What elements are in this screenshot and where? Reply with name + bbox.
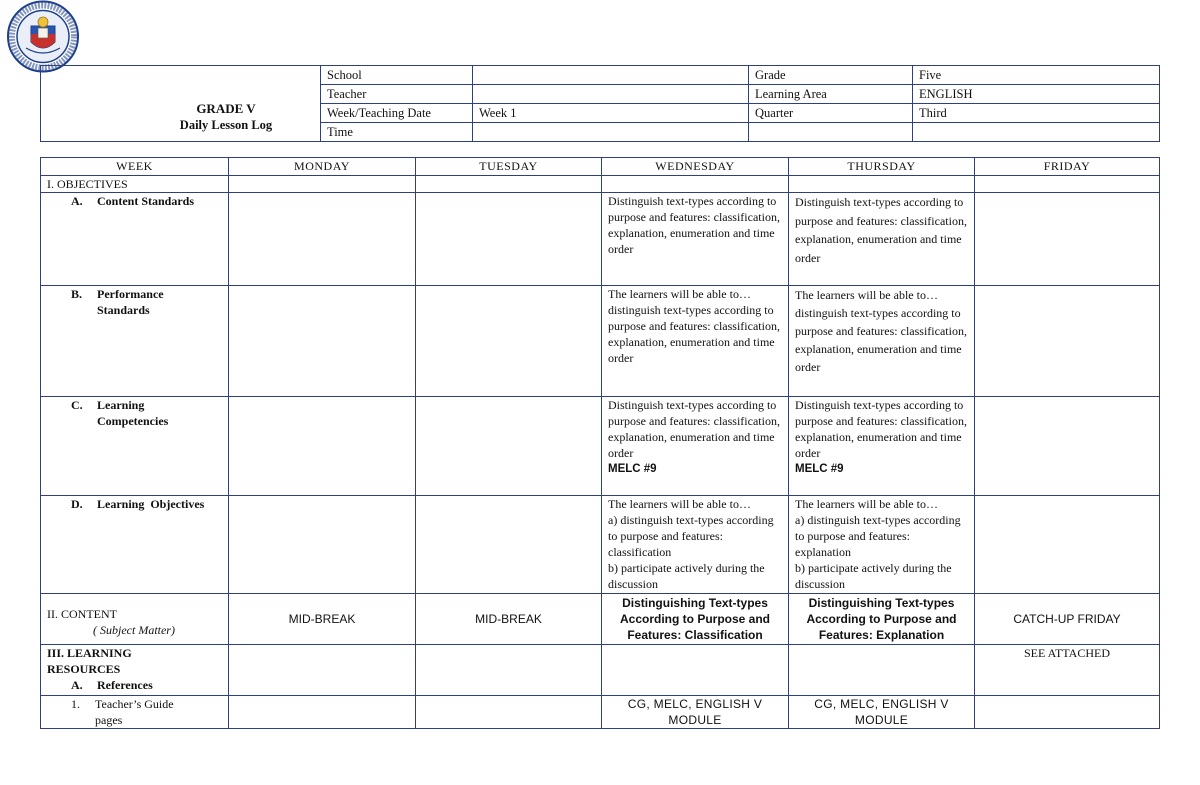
cell[interactable] xyxy=(416,286,602,397)
learning-objectives-wed-a: a) distinguish text-types according to purpose and features: classification xyxy=(608,513,774,559)
quarter-value[interactable]: Third xyxy=(913,104,1160,123)
teacher-value[interactable] xyxy=(473,85,749,104)
learning-objectives-thu-b: b) participate actively during the discussion xyxy=(795,561,952,591)
learning-resources-label-1: III. LEARNING xyxy=(47,646,132,660)
content-monday[interactable]: MID-BREAK xyxy=(229,594,416,645)
learning-competencies-label-1: Learning xyxy=(97,398,145,412)
content-sub-label: ( Subject Matter) xyxy=(93,623,175,637)
quarter-label: Quarter xyxy=(749,104,913,123)
cell[interactable] xyxy=(975,193,1160,286)
content-thursday[interactable]: Distinguishing Text-types According to Purpose and Features: Explanation xyxy=(789,594,975,645)
learning-competencies-label-cell xyxy=(41,397,229,496)
empty-value[interactable] xyxy=(913,123,1160,142)
content-friday[interactable]: CATCH-UP FRIDAY xyxy=(975,594,1160,645)
learning-competencies-wed-cell[interactable] xyxy=(602,397,789,496)
cell[interactable] xyxy=(229,696,416,729)
learning-area-value[interactable]: ENGLISH xyxy=(913,85,1160,104)
time-label: Time xyxy=(321,123,473,142)
cell[interactable] xyxy=(975,496,1160,594)
learning-competencies-wed-melc: MELC #9 xyxy=(608,463,657,475)
cell[interactable] xyxy=(975,286,1160,397)
learning-objectives-thu-a: a) distinguish text-types according to purpose and features: explanation xyxy=(795,513,961,559)
cell[interactable] xyxy=(602,645,789,696)
learning-objectives-thu-cell[interactable] xyxy=(789,496,975,594)
empty-label xyxy=(749,123,913,142)
learning-competencies-row xyxy=(41,397,1160,496)
content-standards-row xyxy=(41,193,1160,286)
week-date-value[interactable]: Week 1 xyxy=(473,104,749,123)
teacher-label: Teacher xyxy=(321,85,473,104)
references-label: References xyxy=(97,678,153,692)
col-week: WEEK xyxy=(41,158,229,176)
cell[interactable] xyxy=(975,696,1160,729)
content-tuesday[interactable]: MID-BREAK xyxy=(416,594,602,645)
cell[interactable] xyxy=(416,645,602,696)
col-wednesday: WEDNESDAY xyxy=(602,158,789,176)
cell[interactable] xyxy=(229,193,416,286)
content-standards-wed[interactable]: Distinguish text-types according to purpose and features: classification, explanation, enumeration and time order xyxy=(602,193,789,286)
col-thursday: THURSDAY xyxy=(789,158,975,176)
performance-standards-row xyxy=(41,286,1160,397)
grade-label: Grade xyxy=(749,66,913,85)
col-monday: MONDAY xyxy=(229,158,416,176)
learning-objectives-label: Learning Objectives xyxy=(97,497,205,511)
school-value[interactable] xyxy=(473,66,749,85)
learning-competencies-thu-cell[interactable] xyxy=(789,397,975,496)
cell[interactable] xyxy=(229,496,416,594)
log-title: Daily Lesson Log xyxy=(179,118,273,132)
teachers-guide-number: 1. xyxy=(71,697,80,711)
learning-objectives-wed-b: b) participate actively during the discussion xyxy=(608,561,765,591)
time-value[interactable] xyxy=(473,123,749,142)
objectives-row xyxy=(41,176,1160,193)
learning-resources-label-2: RESOURCES xyxy=(47,662,121,676)
col-friday: FRIDAY xyxy=(975,158,1160,176)
lesson-log-table xyxy=(40,157,1160,729)
cell[interactable] xyxy=(789,645,975,696)
grade-title: GRADE V xyxy=(196,101,256,116)
school-label: School xyxy=(321,66,473,85)
performance-standards-thu[interactable]: The learners will be able to… distinguish text-types according to purpose and features: classification, explanation, enumeration and time order xyxy=(789,286,975,397)
col-tuesday: TUESDAY xyxy=(416,158,602,176)
content-label-cell xyxy=(41,594,229,645)
content-standards-label-cell xyxy=(41,193,229,286)
performance-standards-wed[interactable]: The learners will be able to… distinguish text-types according to purpose and features: classification, explanation, enumeration and time order xyxy=(602,286,789,397)
content-standards-label: Content Standards xyxy=(97,194,195,208)
teachers-guide-wed[interactable]: CG, MELC, ENGLISH V MODULE xyxy=(602,696,789,729)
teachers-guide-thu[interactable]: CG, MELC, ENGLISH V MODULE xyxy=(789,696,975,729)
learning-area-label: Learning Area xyxy=(749,85,913,104)
performance-standards-letter: B. xyxy=(71,287,83,301)
learning-competencies-thu-melc: MELC #9 xyxy=(795,463,844,475)
learning-competencies-thu: Distinguish text-types according to purpose and features: classification, explanation, enumeration and time order xyxy=(795,398,967,460)
cell[interactable] xyxy=(229,645,416,696)
deped-seal-logo xyxy=(4,0,82,73)
cell[interactable] xyxy=(975,176,1160,193)
cell[interactable] xyxy=(789,176,975,193)
learning-objectives-thu-intro: The learners will be able to… xyxy=(795,497,938,511)
content-label: II. CONTENT xyxy=(47,607,117,621)
learning-competencies-label-2: Competencies xyxy=(97,414,169,428)
references-letter: A. xyxy=(71,678,83,692)
learning-resources-label-cell xyxy=(41,645,229,696)
cell[interactable] xyxy=(229,397,416,496)
cell[interactable] xyxy=(229,176,416,193)
performance-standards-label-1: Performance xyxy=(97,287,164,301)
cell[interactable] xyxy=(229,286,416,397)
learning-objectives-label-cell xyxy=(41,496,229,594)
content-wednesday[interactable]: Distinguishing Text-types According to Purpose and Features: Classification xyxy=(602,594,789,645)
teachers-guide-label-cell xyxy=(41,696,229,729)
performance-standards-label-2: Standards xyxy=(97,303,150,317)
teachers-guide-label-1: Teacher’s Guide xyxy=(95,697,174,711)
learning-resources-row xyxy=(41,645,1160,696)
learning-objectives-row xyxy=(41,496,1160,594)
cell[interactable] xyxy=(975,397,1160,496)
header-table xyxy=(40,65,1160,142)
learning-objectives-wed-intro: The learners will be able to… xyxy=(608,497,751,511)
cell[interactable] xyxy=(416,696,602,729)
resources-friday[interactable]: SEE ATTACHED xyxy=(975,645,1160,696)
cell[interactable] xyxy=(416,193,602,286)
logo-title-cell xyxy=(41,66,321,142)
learning-objectives-wed-cell[interactable] xyxy=(602,496,789,594)
performance-standards-label-cell xyxy=(41,286,229,397)
content-standards-thu[interactable]: Distinguish text-types according to purpose and features: classification, explanation, enumeration and time order xyxy=(789,193,975,286)
cell[interactable] xyxy=(416,496,602,594)
cell[interactable] xyxy=(416,397,602,496)
cell[interactable] xyxy=(416,176,602,193)
day-header-row xyxy=(41,158,1160,176)
teachers-guide-label-2: pages xyxy=(95,713,123,727)
cell[interactable] xyxy=(602,176,789,193)
learning-competencies-letter: C. xyxy=(71,398,83,412)
teachers-guide-row xyxy=(41,696,1160,729)
content-standards-letter: A. xyxy=(71,194,83,208)
learning-competencies-wed: Distinguish text-types according to purpose and features: classification, explanation, enumeration and time order xyxy=(608,398,780,460)
learning-objectives-letter: D. xyxy=(71,497,83,511)
week-date-label: Week/Teaching Date xyxy=(321,104,473,123)
objectives-section-label: I. OBJECTIVES xyxy=(41,176,229,193)
grade-value[interactable]: Five xyxy=(913,66,1160,85)
content-row xyxy=(41,594,1160,645)
